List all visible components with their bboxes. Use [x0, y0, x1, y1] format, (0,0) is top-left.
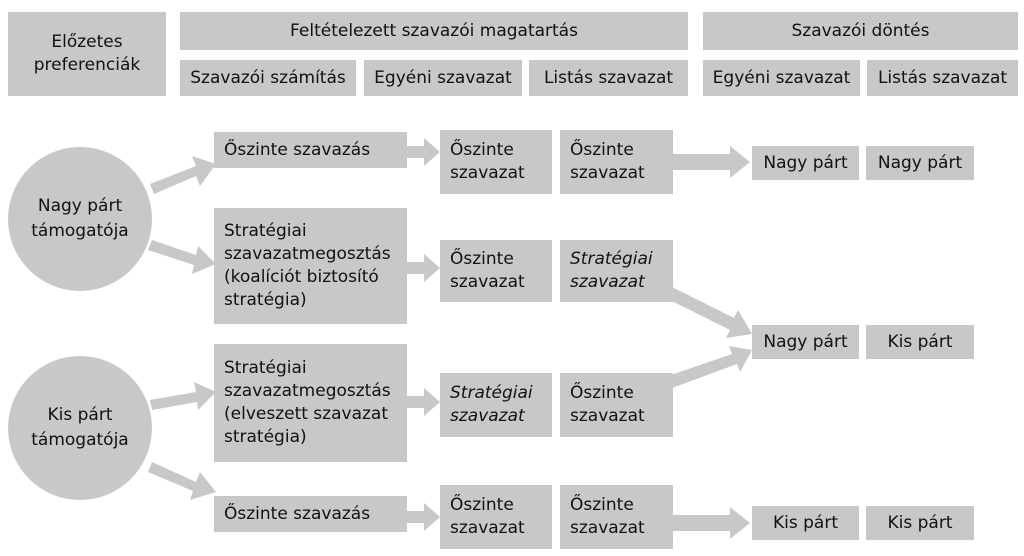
- row3-individual: Stratégiai szavazat: [440, 373, 552, 437]
- row2-list: Stratégiai szavazat: [560, 240, 673, 302]
- row3-list: Őszinte szavazat: [560, 373, 673, 437]
- circle-small-party-supporter: Kis párt támogatója: [8, 356, 152, 500]
- row1-individual: Őszinte szavazat: [440, 130, 552, 194]
- header-prefs: Előzetes preferenciák: [8, 12, 166, 96]
- header-decision-individual: Egyéni szavazat: [703, 60, 860, 96]
- arrow-row4-b: [673, 507, 750, 539]
- header-list: Listás szavazat: [529, 60, 688, 96]
- arrow-small-to-strategic: [150, 382, 216, 410]
- header-behaviour: Feltételezett szavazói magatartás: [180, 12, 688, 50]
- arrow-row1-a: [407, 138, 440, 166]
- header-individual: Egyéni szavazat: [364, 60, 522, 96]
- row1-list: Őszinte szavazat: [560, 130, 673, 194]
- arrow-big-to-sincere: [150, 156, 216, 194]
- arrow-row2-a: [407, 254, 440, 282]
- circle-big-party-supporter: Nagy párt támogatója: [8, 147, 152, 291]
- arrow-row1-b: [673, 146, 750, 178]
- row2-strategy: Stratégiai szavazatmegosztás (koalíciót biztosító stratégia): [214, 208, 407, 324]
- outcome3-list: Kis párt: [866, 506, 974, 540]
- arrow-big-to-strategic: [148, 240, 216, 274]
- arrow-small-to-sincere: [148, 462, 216, 500]
- row4-individual: Őszinte szavazat: [440, 485, 552, 549]
- row2-individual: Őszinte szavazat: [440, 240, 552, 302]
- header-decision: Szavazói döntés: [703, 12, 1018, 50]
- arrow-row4-a: [407, 503, 440, 531]
- row1-strategy: Őszinte szavazás: [214, 132, 407, 168]
- row4-strategy: Őszinte szavazás: [214, 496, 407, 532]
- header-calc: Szavazói számítás: [180, 60, 356, 96]
- header-decision-list: Listás szavazat: [867, 60, 1018, 96]
- outcome1-list: Nagy párt: [866, 146, 974, 180]
- outcome1-individual: Nagy párt: [752, 146, 859, 180]
- row3-strategy: Stratégiai szavazatmegosztás (elveszett szavazat stratégia): [214, 344, 407, 462]
- arrow-row2-b: [666, 286, 752, 338]
- outcome2-list: Kis párt: [866, 325, 974, 359]
- arrow-row3-a: [407, 388, 440, 416]
- arrow-row3-b: [668, 346, 752, 388]
- outcome2-individual: Nagy párt: [752, 325, 859, 359]
- row4-list: Őszinte szavazat: [560, 485, 673, 549]
- outcome3-individual: Kis párt: [752, 506, 859, 540]
